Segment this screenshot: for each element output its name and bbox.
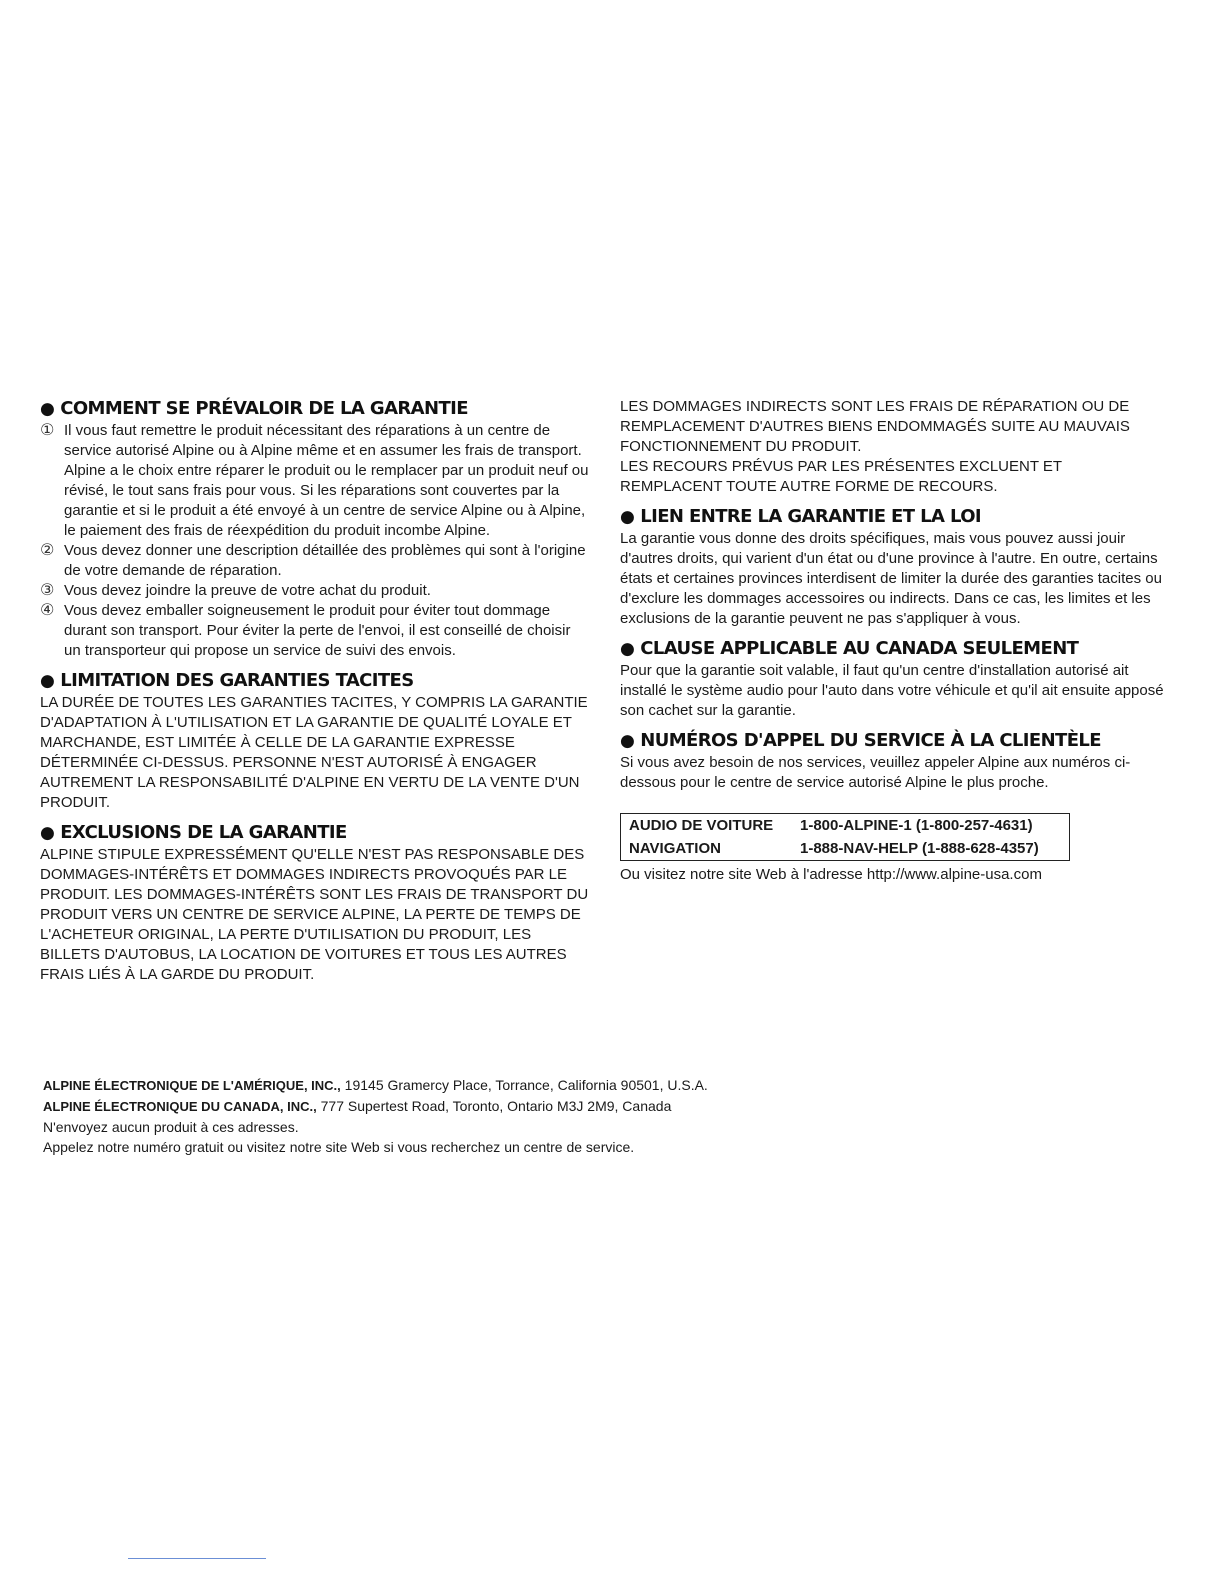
phone-label: AUDIO DE VOITURE <box>629 817 774 834</box>
list-item <box>40 601 590 661</box>
right-column <box>620 397 1168 893</box>
section-heading <box>40 821 590 845</box>
phone-table <box>620 813 1070 861</box>
bullet-icon: ● <box>620 731 635 751</box>
section-canada <box>620 637 1168 721</box>
bullet-icon: ● <box>620 639 635 659</box>
list-item-text: Vous devez donner une description détaillée des problèmes qui sont à l'origine de votre demande de réparation. <box>64 542 586 579</box>
list-item-text: Vous devez emballer soigneusement le produit pour éviter tout dommage durant son transport. Pour éviter la perte de l'envoi, il est conseillé de choisir un transporteur qui propose un service de suivi des envois. <box>64 602 571 659</box>
section-body: ALPINE STIPULE EXPRESSÉMENT QU'ELLE N'EST PAS RESPONSABLE DES DOMMAGES-INTÉRÊTS ET DOMMAGES INDIRECTS PROVOQUÉS PAR LE PRODUIT. LES DOMMAGES-INTÉRÊTS SONT LES FRAIS DE TRANSPORT DU PRODUIT VERS UN CENTRE DE SERVICE ALPINE, LA PERTE DE TEMPS DE L'ACHETEUR ORIGINAL, LA PERTE D'UTILISATION DU PRODUIT, LES BILLETS D'AUTOBUS, LA LOCATION DE VOITURES ET TOUS LES AUTRES FRAIS LIÉS À LA GARDE DU PRODUIT. <box>40 846 589 983</box>
bullet-icon: ● <box>40 671 55 691</box>
section-heading <box>40 669 590 693</box>
company-address: 777 Supertest Road, Toronto, Ontario M3J 2M9, Canada <box>320 1098 672 1114</box>
section-heading-text: CLAUSE APPLICABLE AU CANADA SEULEMENT <box>640 638 1079 659</box>
bullet-icon: ● <box>620 507 635 527</box>
list-item-text: Il vous faut remettre le produit nécessitant des réparations à un centre de service autorisé Alpine ou à Alpine même et en assumer les frais de transport. Alpine a le choix entre réparer le produit ou le remplacer par un produit neuf ou révisé, le tout sans frais pour vous. Si les réparations sont couvertes par la garantie et si le produit a été envoyé à un centre de service Alpine ou à Alpine, le paiement des frais de réexpédition du produit incombe Alpine. <box>64 422 589 539</box>
table-row <box>621 837 1070 861</box>
section-heading <box>40 397 590 421</box>
ca-address-line <box>43 1096 943 1117</box>
section-heading <box>620 637 1168 661</box>
section-body: La garantie vous donne des droits spécifiques, mais vous pouvez aussi jouir d'autres droits, qui varient d'un état ou d'une province à l'autre. En outre, certains états et certaines provinces interdisent de limiter la durée des garanties tacites ou d'exclure les dommages accessoires ou indirects. Dans ce cas, les limites et les exclusions de la garantie peuvent ne pas s'appliquer à vous. <box>620 530 1162 627</box>
list-item <box>40 421 590 541</box>
divider <box>128 1558 266 1559</box>
section-limitation <box>40 669 590 813</box>
phone-number: 1-888-NAV-HELP (1-888-628-4357) <box>800 840 1039 857</box>
section-law <box>620 505 1168 629</box>
section-body: Si vous avez besoin de nos services, veuillez appeler Alpine aux numéros ci-dessous pour le centre de service autorisé Alpine le plus proche. <box>620 754 1131 791</box>
website-text: Ou visitez notre site Web à l'adresse http://www.alpine-usa.com <box>620 866 1042 883</box>
phone-label: NAVIGATION <box>629 840 721 857</box>
section-heading-text: LIEN ENTRE LA GARANTIE ET LA LOI <box>640 506 981 527</box>
section-exclusions-continued <box>620 397 1168 497</box>
circled-number-icon: ② <box>40 542 55 559</box>
section-heading-text: EXCLUSIONS DE LA GARANTIE <box>60 822 347 843</box>
section-heading-text: LIMITATION DES GARANTIES TACITES <box>60 670 414 691</box>
left-column <box>40 397 590 993</box>
section-heading-text: COMMENT SE PRÉVALOIR DE LA GARANTIE <box>60 398 468 419</box>
steps-list <box>40 421 590 661</box>
section-heading <box>620 729 1168 753</box>
section-heading-text: NUMÉROS D'APPEL DU SERVICE À LA CLIENTÈLE <box>640 730 1102 751</box>
us-address-line <box>43 1075 943 1096</box>
bullet-icon: ● <box>40 823 55 843</box>
bullet-icon: ● <box>40 399 55 419</box>
footer-note: Appelez notre numéro gratuit ou visitez notre site Web si vous recherchez un centre de service. <box>43 1139 635 1155</box>
list-item-text: Vous devez joindre la preuve de votre achat du produit. <box>64 582 431 599</box>
circled-number-icon: ① <box>40 422 55 439</box>
section-body: Pour que la garantie soit valable, il faut qu'un centre d'installation autorisé ait installé le système audio pour l'auto dans votre véhicule et qu'il ait ensuite apposé son cachet sur la garantie. <box>620 662 1164 719</box>
phone-number: 1-800-ALPINE-1 (1-800-257-4631) <box>800 817 1033 834</box>
section-exclusions <box>40 821 590 985</box>
section-body: LA DURÉE DE TOUTES LES GARANTIES TACITES, Y COMPRIS LA GARANTIE D'ADAPTATION À L'UTILISATION ET LA GARANTIE DE QUALITÉ LOYALE ET MARCHANDE, EST LIMITÉE À CELLE DE LA GARANTIE EXPRESSE DÉTERMINÉE CI-DESSUS. PERSONNE N'EST AUTORISÉ À ENGAGER AUTREMENT LA RESPONSABILITÉ D'ALPINE EN VERTU DE LA VENTE D'UN PRODUIT. <box>40 694 588 811</box>
circled-number-icon: ③ <box>40 582 55 599</box>
continuation-text: LES DOMMAGES INDIRECTS SONT LES FRAIS DE RÉPARATION OU DE REMPLACEMENT D'AUTRES BIENS ENDOMMAGÉS SUITE AU MAUVAIS FONCTIONNEMENT DU PRODUIT. <box>620 398 1130 455</box>
list-item <box>40 581 590 601</box>
list-item <box>40 541 590 581</box>
continuation-text: LES RECOURS PRÉVUS PAR LES PRÉSENTES EXCLUENT ET REMPLACENT TOUTE AUTRE FORME DE RECOURS. <box>620 458 1062 495</box>
section-how-to-claim <box>40 397 590 661</box>
section-heading <box>620 505 1168 529</box>
company-address: 19145 Gramercy Place, Torrance, California 90501, U.S.A. <box>344 1077 708 1093</box>
table-row <box>621 814 1070 838</box>
circled-number-icon: ④ <box>40 602 55 619</box>
footer <box>43 1075 943 1157</box>
footer-note: N'envoyez aucun produit à ces adresses. <box>43 1119 299 1135</box>
company-name: ALPINE ÉLECTRONIQUE DE L'AMÉRIQUE, INC., <box>43 1078 341 1093</box>
section-customer-service <box>620 729 1168 885</box>
company-name: ALPINE ÉLECTRONIQUE DU CANADA, INC., <box>43 1099 317 1114</box>
